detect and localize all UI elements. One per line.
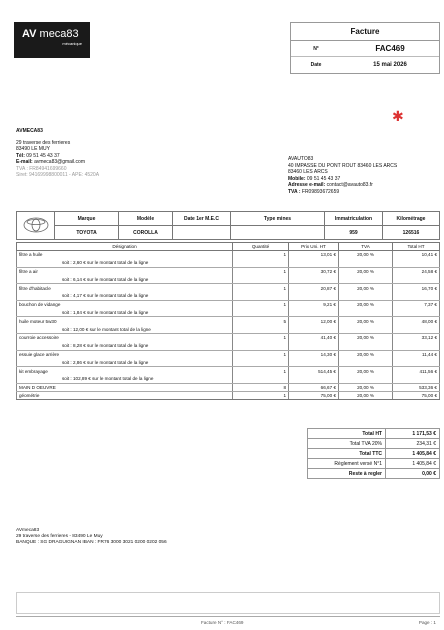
line-unit-price: 12,00 € <box>289 317 339 325</box>
table-row-note <box>17 309 440 317</box>
total-value: 234,31 € <box>386 439 440 449</box>
logo-brand-bold: AV <box>22 28 37 40</box>
vehicle-header-immat: Immatriculation <box>325 212 383 226</box>
line-note-empty <box>233 309 289 317</box>
line-note: soit : 1,84 € sur le montant total de la ligne <box>17 309 233 317</box>
company-logo <box>14 22 90 58</box>
client-tva: FR09893672659 <box>301 188 340 195</box>
line-unit-price: 66,67 € <box>289 383 339 391</box>
line-tva: 20,00 % <box>339 317 393 325</box>
vehicle-marque: TOYOTA <box>55 226 119 240</box>
line-note-empty <box>289 292 339 300</box>
line-note-empty <box>289 325 339 333</box>
line-designation: géométrie <box>17 392 233 400</box>
line-tva: 20,00 % <box>339 267 393 275</box>
line-note: soit : 102,89 € sur le montant total de la ligne <box>17 375 233 383</box>
vehicle-date <box>173 226 231 240</box>
line-quantity: 1 <box>233 392 289 400</box>
line-note-empty <box>289 309 339 317</box>
total-label: Total TTC <box>308 449 386 459</box>
table-row-note <box>17 325 440 333</box>
line-unit-price: 514,45 € <box>289 367 339 375</box>
line-note: soit : 4,17 € sur le montant total de la ligne <box>17 292 233 300</box>
line-total: 11,44 € <box>393 350 440 358</box>
invoice-date: 15 mai 2026 <box>373 62 407 68</box>
line-tva: 20,00 % <box>339 333 393 341</box>
sender-tel-label: Tél: <box>16 152 25 159</box>
table-row <box>17 350 440 358</box>
line-designation: essuie glace arrière <box>17 350 233 358</box>
line-note-empty <box>339 275 393 283</box>
toyota-logo-cell <box>17 212 55 240</box>
footer-page-number: Page : 1 <box>418 620 436 625</box>
table-row <box>17 251 440 259</box>
lines-header-designation: Désignation <box>17 243 233 251</box>
vehicle-immat: 959 <box>325 226 383 240</box>
line-total: 48,00 € <box>393 317 440 325</box>
table-row <box>17 333 440 341</box>
invoice-header-box <box>290 22 440 74</box>
line-quantity: 1 <box>233 367 289 375</box>
line-note: soit : 12,00 € sur le montant total de la ligne <box>17 325 233 333</box>
line-note: soit : 2,60 € sur le montant total de la ligne <box>17 259 233 267</box>
line-unit-price: 13,01 € <box>289 251 339 259</box>
invoice-lines-table <box>16 242 440 400</box>
line-note-empty <box>339 292 393 300</box>
line-designation: kit embrayage <box>17 367 233 375</box>
total-value: 0,00 € <box>386 469 440 479</box>
total-value: 1 405,84 € <box>386 459 440 469</box>
footer-name: AVmeca83 <box>16 528 40 533</box>
table-row-note <box>17 342 440 350</box>
footer-company <box>16 528 167 546</box>
table-row <box>17 284 440 292</box>
logo-brand-rest: meca83 <box>39 28 79 40</box>
client-name: AVAUTO83 <box>288 156 314 162</box>
totals-row <box>308 439 440 449</box>
line-designation: MAIN D OEUVRE <box>17 383 233 391</box>
sender-siret: Siret: 94169998800011 - APE: 4520A <box>16 172 100 178</box>
line-unit-price: 20,87 € <box>289 284 339 292</box>
vehicle-modele: COROLLA <box>119 226 173 240</box>
line-note-empty <box>393 375 440 383</box>
table-row <box>17 383 440 391</box>
line-tva: 20,00 % <box>339 300 393 308</box>
client-email-label: Adresse e-mail: <box>288 182 326 188</box>
footer-address: 29 traverse des ferrieres - 83490 Le Muy <box>16 534 103 539</box>
line-note-empty <box>233 325 289 333</box>
invoice-title: Facture <box>291 23 439 41</box>
line-note-empty <box>393 275 440 283</box>
line-quantity: 1 <box>233 284 289 292</box>
lines-header-tva: TVA <box>339 243 393 251</box>
vehicle-header-km: Kilométrage <box>383 212 440 226</box>
line-quantity: 1 <box>233 350 289 358</box>
table-row <box>17 267 440 275</box>
line-designation: filtre d'habitacle <box>17 284 233 292</box>
line-note: soit : 2,86 € sur le montant total de la ligne <box>17 358 233 366</box>
line-note-empty <box>233 358 289 366</box>
line-quantity: 5 <box>233 317 289 325</box>
table-row-note <box>17 275 440 283</box>
line-tva: 20,00 % <box>339 350 393 358</box>
line-tva: 20,00 % <box>339 251 393 259</box>
totals-row <box>308 459 440 469</box>
line-note-empty <box>393 325 440 333</box>
line-total: 7,37 € <box>393 300 440 308</box>
line-quantity: 8 <box>233 383 289 391</box>
line-designation: filtre a huile <box>17 251 233 259</box>
line-total: 24,58 € <box>393 267 440 275</box>
vehicle-header-type: Type mines <box>231 212 325 226</box>
line-note-empty <box>233 292 289 300</box>
footer-invoice-ref: Facture N° : FAC469 <box>201 620 244 625</box>
line-tva: 20,00 % <box>339 392 393 400</box>
lines-header-total: Total HT <box>393 243 440 251</box>
line-note-empty <box>339 358 393 366</box>
vehicle-header-date: Date 1er M.E.C <box>173 212 231 226</box>
client-address1: 40 IMPASSE DU PONT ROUT 83460 LES ARCS <box>288 162 398 169</box>
line-quantity: 1 <box>233 333 289 341</box>
line-note-empty <box>393 358 440 366</box>
sender-address2: 83490 LE MUY <box>16 146 50 152</box>
sender-email-label: E-mail: <box>16 159 33 165</box>
line-note-empty <box>339 375 393 383</box>
line-note-empty <box>393 292 440 300</box>
line-tva: 20,00 % <box>339 284 393 292</box>
line-unit-price: 9,21 € <box>289 300 339 308</box>
line-tva: 20,00 % <box>339 367 393 375</box>
line-designation: filtre a air <box>17 267 233 275</box>
line-total: 75,00 € <box>393 392 440 400</box>
vehicle-header-modele: Modèle <box>119 212 173 226</box>
line-quantity: 1 <box>233 251 289 259</box>
total-label: Reste à regler <box>308 469 386 479</box>
line-total: 16,70 € <box>393 284 440 292</box>
vehicle-type <box>231 226 325 240</box>
line-note: soit : 8,28 € sur le montant total de la ligne <box>17 342 233 350</box>
line-unit-price: 41,40 € <box>289 333 339 341</box>
invoice-number: FAC469 <box>375 44 405 53</box>
line-total: 533,36 € <box>393 383 440 391</box>
client-email: contact@avauto83.fr <box>326 182 373 188</box>
line-note-empty <box>289 342 339 350</box>
table-row-note <box>17 375 440 383</box>
line-note-empty <box>233 275 289 283</box>
line-note-empty <box>233 342 289 350</box>
line-total: 33,12 € <box>393 333 440 341</box>
invoice-date-label: Date <box>310 62 322 68</box>
line-note-empty <box>339 259 393 267</box>
line-note-empty <box>339 342 393 350</box>
line-note-empty <box>233 259 289 267</box>
total-value: 1 405,84 € <box>386 449 440 459</box>
line-quantity: 1 <box>233 267 289 275</box>
line-note-empty <box>393 342 440 350</box>
line-note-empty <box>289 275 339 283</box>
line-note-empty <box>339 325 393 333</box>
table-row-note <box>17 358 440 366</box>
handwritten-mark: ✱ <box>392 108 404 124</box>
line-total: 411,56 € <box>393 367 440 375</box>
lines-header-quantity: Quantité <box>233 243 289 251</box>
total-label: Règlement versé N°1 <box>308 459 386 469</box>
line-unit-price: 14,30 € <box>289 350 339 358</box>
lines-header-price: Prix Uni. HT <box>289 243 339 251</box>
line-unit-price: 75,00 € <box>289 392 339 400</box>
client-tva-label: TVA : <box>288 188 301 195</box>
table-row <box>17 317 440 325</box>
line-note: soit : 6,14 € sur le montant total de la ligne <box>17 275 233 283</box>
line-note-empty <box>233 375 289 383</box>
sender-email: avmeca83@gmail.com <box>34 159 85 165</box>
total-value: 1 171,53 € <box>386 429 440 439</box>
vehicle-table <box>16 211 440 240</box>
line-designation: courroie accessoire <box>17 333 233 341</box>
client-mobile: 09 51 45 43 37 <box>306 175 341 182</box>
table-row-note <box>17 259 440 267</box>
page-footer <box>16 616 440 626</box>
line-total: 10,41 € <box>393 251 440 259</box>
line-note-empty <box>289 358 339 366</box>
notes-box <box>16 592 440 614</box>
totals-row <box>308 469 440 479</box>
table-row <box>17 392 440 400</box>
total-label: Total TVA 20% <box>308 439 386 449</box>
sender-name: AVMECA83 <box>16 128 43 134</box>
line-tva: 20,00 % <box>339 383 393 391</box>
vehicle-header-marque: Marque <box>55 212 119 226</box>
footer-bank: BANQUE : SG DRAGUIGNAN IBAN : FR76 3000 3021 0200 0202 056 <box>16 540 167 545</box>
total-label: Total HT <box>308 429 386 439</box>
table-row-note <box>17 292 440 300</box>
client-mobile-label: Mobile: <box>288 175 306 182</box>
table-row <box>17 300 440 308</box>
sender-tva: TVA : FR84941699660 <box>16 165 67 172</box>
client-address2: 83460 LES ARCS <box>288 169 328 175</box>
invoice-number-label: N° <box>313 45 319 52</box>
lines-body <box>17 251 440 400</box>
toyota-logo-icon <box>22 217 50 233</box>
totals-row <box>308 429 440 439</box>
line-note-empty <box>289 259 339 267</box>
totals-table <box>307 428 440 479</box>
sender-tel: 09 51 45 43 37 <box>26 152 60 159</box>
totals-row <box>308 449 440 459</box>
line-designation: bouchon de vidange <box>17 300 233 308</box>
line-note-empty <box>339 309 393 317</box>
table-row <box>17 367 440 375</box>
line-note-empty <box>393 309 440 317</box>
client-block <box>288 156 397 195</box>
line-designation: huile moteur 5w30 <box>17 317 233 325</box>
line-note-empty <box>393 259 440 267</box>
line-note-empty <box>289 375 339 383</box>
sender-block <box>16 128 99 179</box>
logo-tagline: mécanique <box>62 41 82 46</box>
vehicle-km: 126516 <box>383 226 440 240</box>
line-quantity: 1 <box>233 300 289 308</box>
line-unit-price: 30,72 € <box>289 267 339 275</box>
sender-address1: 29 traverse des ferrieres <box>16 139 71 146</box>
